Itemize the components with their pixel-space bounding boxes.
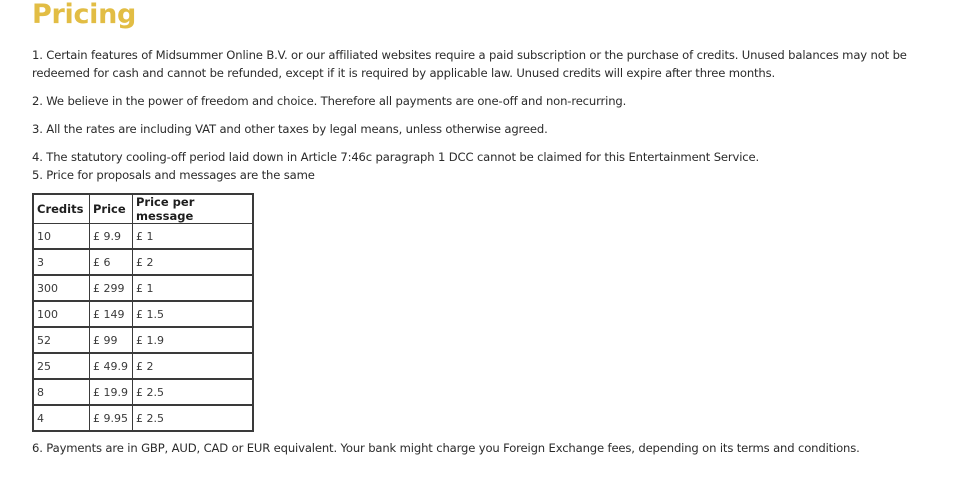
header-price-per-message: Price per message xyxy=(133,194,254,224)
paragraph-vat-included: 3. All the rates are including VAT and other taxes by legal means, unless otherwise agreed. xyxy=(32,122,548,136)
cell-price: £ 9.95 xyxy=(90,405,133,431)
paragraph-cooling-off: 4. The statutory cooling-off period laid down in Article 7:46c paragraph 1 DCC cannot be claimed for this Entertainment Service. xyxy=(32,150,760,164)
header-price: Price xyxy=(90,194,133,224)
cell-credits: 25 xyxy=(33,353,90,379)
cell-credits: 52 xyxy=(33,327,90,353)
cell-price: £ 149 xyxy=(90,301,133,327)
cell-price: £ 99 xyxy=(90,327,133,353)
cell-credits: 100 xyxy=(33,301,90,327)
paragraph-currency-note: 6. Payments are in GBP, AUD, CAD or EUR equivalent. Your bank might charge you Foreign Exchange fees, depending on its terms and conditions. xyxy=(32,441,860,455)
cell-price: £ 49.9 xyxy=(90,353,133,379)
table-row xyxy=(33,405,253,431)
pricing-section xyxy=(32,0,932,457)
cell-price-per-message: £ 1 xyxy=(133,224,254,250)
table-row xyxy=(33,301,253,327)
cell-credits: 4 xyxy=(33,405,90,431)
cell-price: £ 299 xyxy=(90,275,133,301)
cell-credits: 8 xyxy=(33,379,90,405)
cell-price: £ 19.9 xyxy=(90,379,133,405)
cell-price-per-message: £ 1.9 xyxy=(133,327,254,353)
cell-credits: 3 xyxy=(33,249,90,275)
table-row xyxy=(33,275,253,301)
table-header-row xyxy=(33,194,253,224)
cell-price-per-message: £ 1 xyxy=(133,275,254,301)
cell-price: £ 6 xyxy=(90,249,133,275)
cell-credits: 10 xyxy=(33,224,90,250)
table-row xyxy=(33,224,253,250)
cell-price-per-message: £ 2 xyxy=(133,353,254,379)
table-row xyxy=(33,249,253,275)
cell-price-per-message: £ 1.5 xyxy=(133,301,254,327)
cell-price-per-message: £ 2.5 xyxy=(133,405,254,431)
table-row xyxy=(33,353,253,379)
header-credits: Credits xyxy=(33,194,90,224)
cell-price-per-message: £ 2.5 xyxy=(133,379,254,405)
paragraph-subscription-terms: 1. Certain features of Midsummer Online B.V. or our affiliated websites require a paid subscription or the purchase of credits. Unused balances may not be redeemed for cash and cannot be refunded, except if it is required by applicable law. Unused credits will expire after three months. xyxy=(32,48,907,80)
paragraph-proposal-message-price: 5. Price for proposals and messages are the same xyxy=(32,168,315,182)
table-row xyxy=(33,327,253,353)
cell-price: £ 9.9 xyxy=(90,224,133,250)
page-title: Pricing xyxy=(32,0,137,30)
paragraph-one-off-payments: 2. We believe in the power of freedom and choice. Therefore all payments are one-off and non-recurring. xyxy=(32,94,627,108)
table-row xyxy=(33,379,253,405)
cell-credits: 300 xyxy=(33,275,90,301)
pricing-table xyxy=(32,193,254,432)
cell-price-per-message: £ 2 xyxy=(133,249,254,275)
